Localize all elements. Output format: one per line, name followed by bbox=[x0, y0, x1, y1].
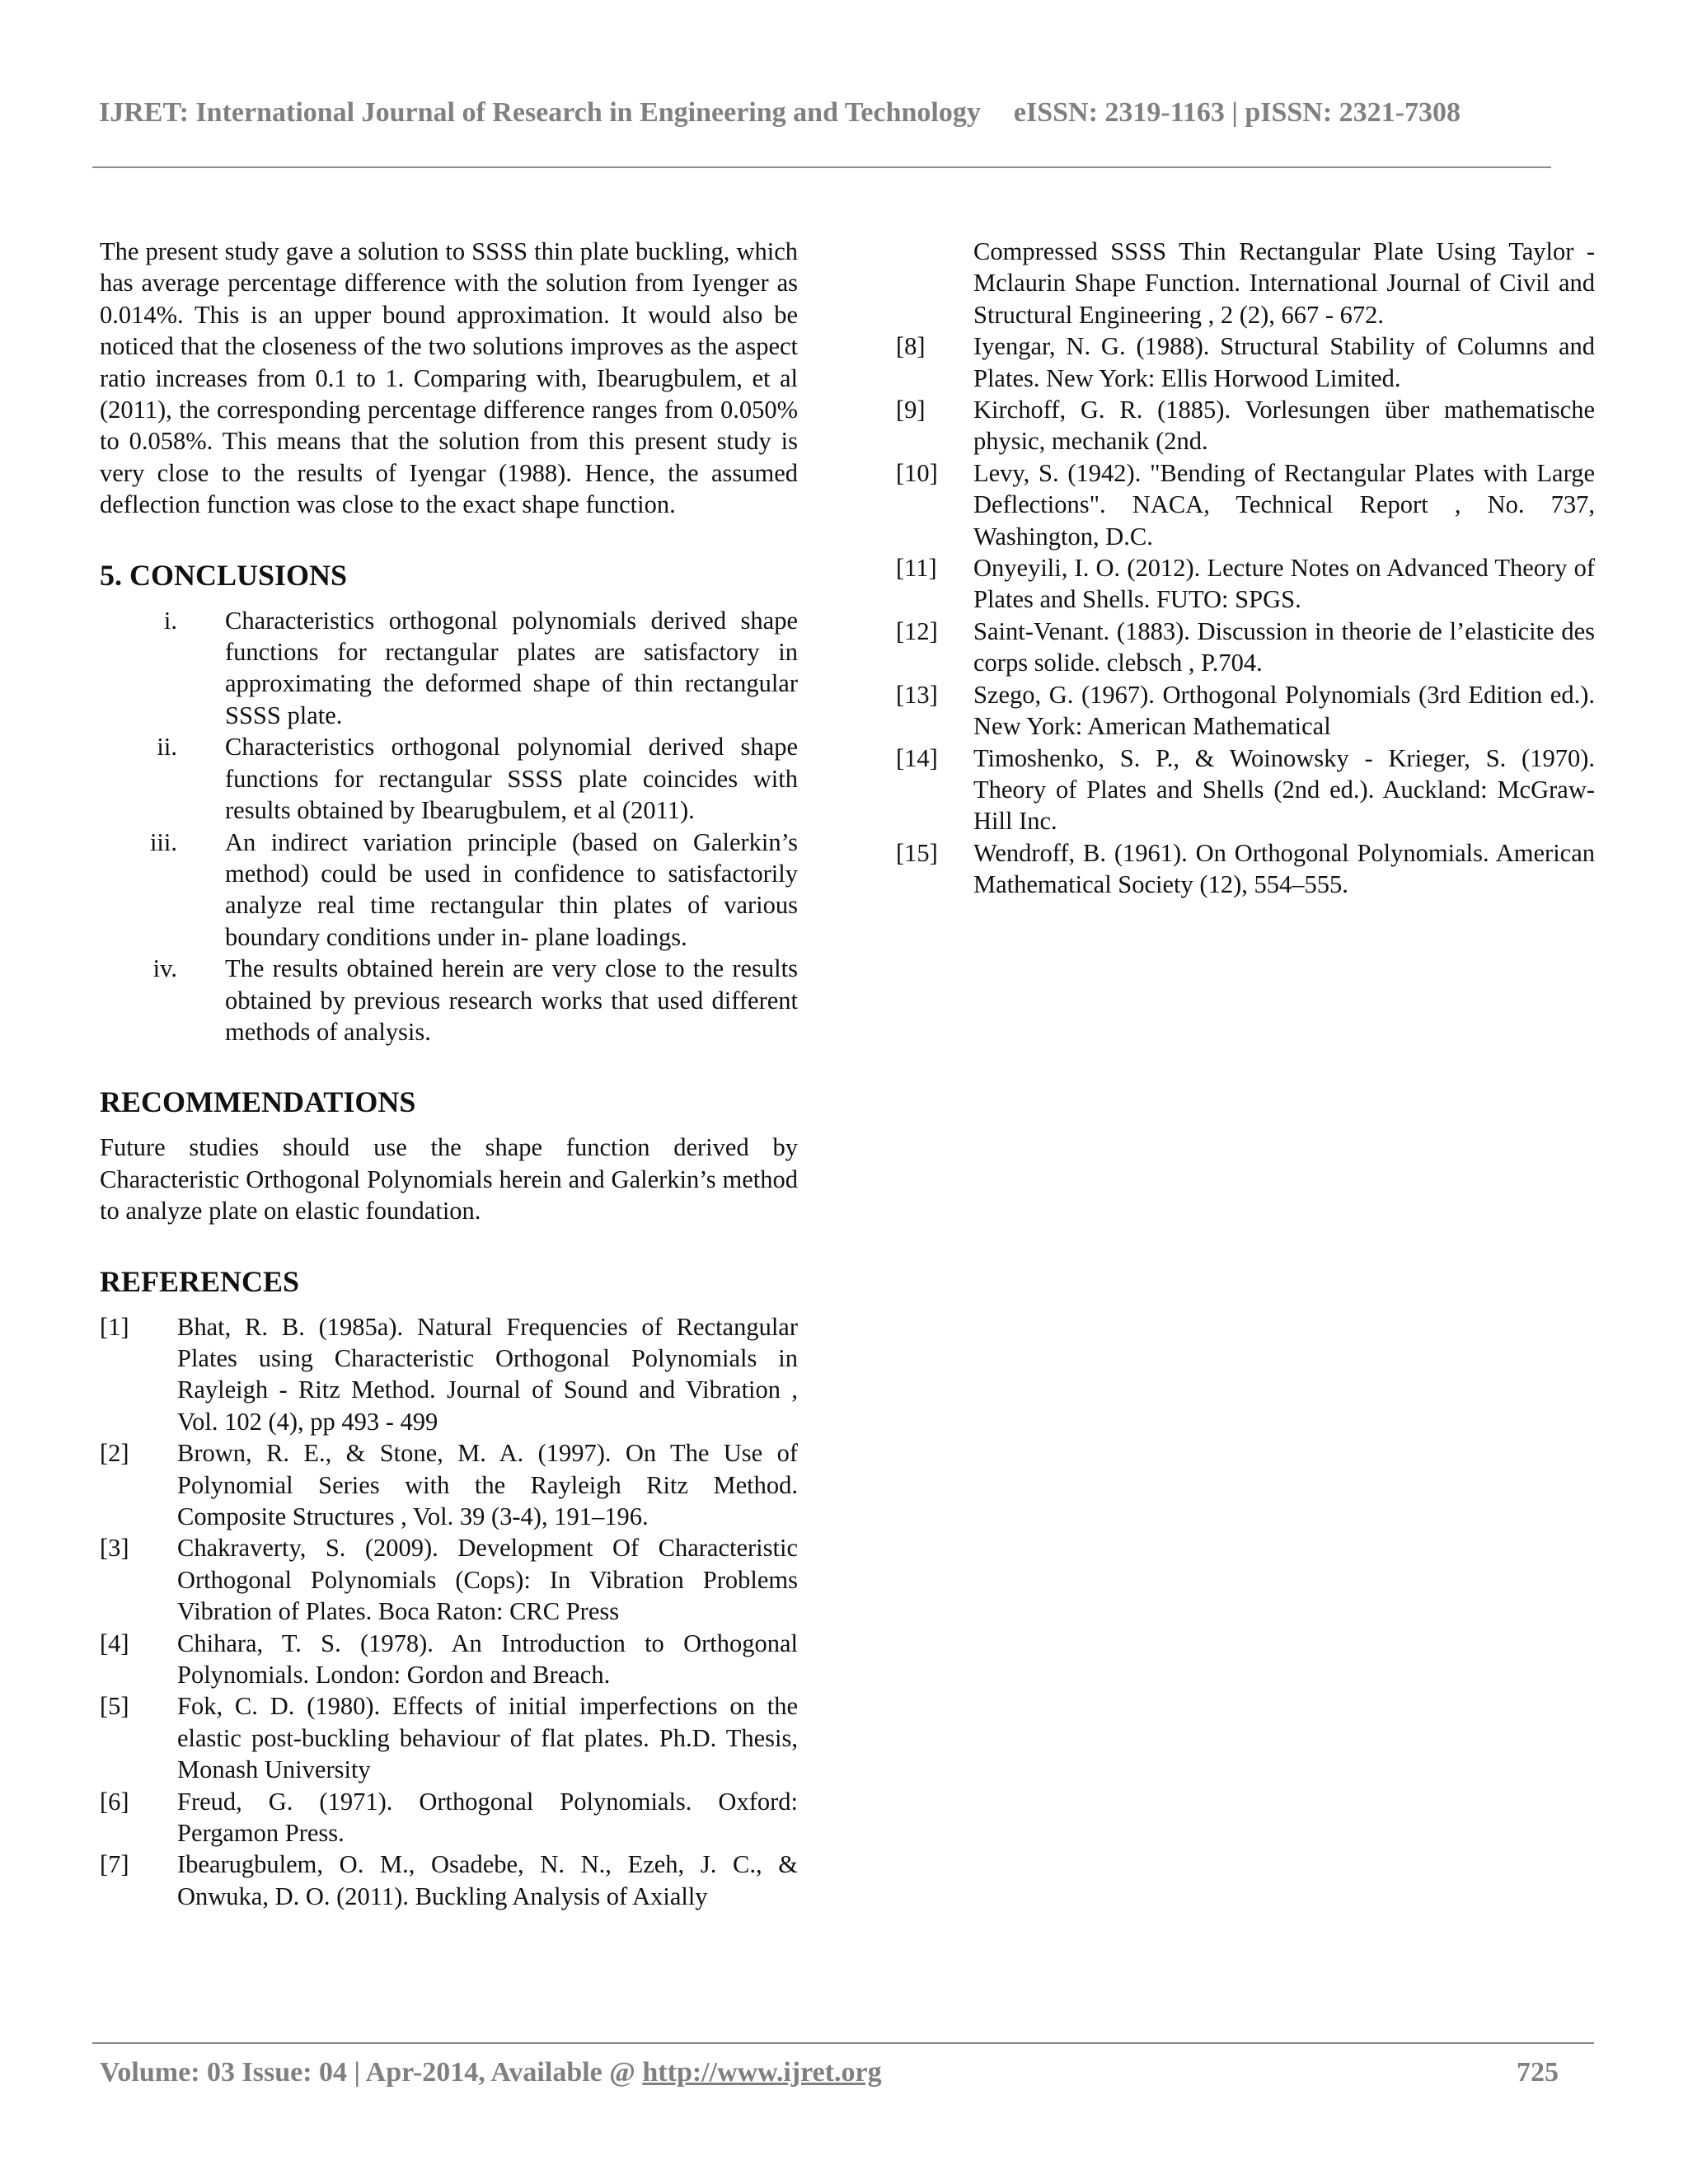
reference-text: Wendroff, B. (1961). On Orthogonal Polynomials. American Mathematical Society (12), 554–555. bbox=[973, 838, 1595, 899]
reference-number: [5] bbox=[100, 1692, 129, 1721]
reference-number: [13] bbox=[896, 680, 938, 709]
reference-number: [3] bbox=[100, 1534, 129, 1563]
reference-item bbox=[896, 330, 1595, 394]
conclusions-heading: 5. CONCLUSIONS bbox=[100, 558, 348, 592]
page-number: 725 bbox=[1517, 2057, 1559, 2088]
list-item-text: Characteristics orthogonal polynomials derived shape functions for rectangular plates are satisfactory in approximating the deformed shape of thin rectangular SSSS plate. bbox=[225, 606, 798, 729]
reference-item bbox=[100, 1690, 798, 1785]
list-item bbox=[100, 731, 798, 826]
reference-item bbox=[896, 743, 1595, 837]
reference-number: [4] bbox=[100, 1629, 129, 1657]
left-column bbox=[100, 236, 798, 1912]
running-header bbox=[99, 97, 1550, 129]
reference-text-continued: Compressed SSSS Thin Rectangular Plate Using Taylor - Mclaurin Shape Function. International Journal of Civil and Structural Engineering , 2 (2), 667 - 672. bbox=[973, 237, 1595, 329]
reference-text: Chakraverty, S. (2009). Development Of Characteristic Orthogonal Polynomials (Cops): In Vibration Problems Vibration of Plates. Boca Raton: CRC Press bbox=[177, 1534, 798, 1626]
reference-item bbox=[100, 1437, 798, 1532]
issn-info: eISSN: 2319-1163 | pISSN: 2321-7308 bbox=[1013, 97, 1461, 128]
reference-number: [2] bbox=[100, 1439, 129, 1468]
reference-item bbox=[100, 1311, 798, 1438]
journal-title: IJRET: International Journal of Research in Engineering and Technology bbox=[99, 97, 981, 128]
reference-number: [14] bbox=[896, 743, 938, 772]
reference-text: Ibearugbulem, O. M., Osadebe, N. N., Ezeh, J. C., & Onwuka, D. O. (2011). Buckling Analysis of Axially bbox=[177, 1850, 798, 1910]
right-column bbox=[896, 236, 1595, 901]
reference-number: [12] bbox=[896, 616, 938, 645]
reference-text: Fok, C. D. (1980). Effects of initial imperfections on the elastic post-buckling behaviour of flat plates. Ph.D. Thesis, Monash University bbox=[177, 1692, 798, 1784]
reference-text: Freud, G. (1971). Orthogonal Polynomials. Oxford: Pergamon Press. bbox=[177, 1787, 798, 1848]
reference-text: Szego, G. (1967). Orthogonal Polynomials (3rd Edition ed.). New York: American Mathematical bbox=[973, 680, 1595, 741]
reference-text: Timoshenko, S. P., & Woinowsky - Krieger, S. (1970). Theory of Plates and Shells (2nd ed.). Auckland: McGraw-Hill Inc. bbox=[973, 743, 1595, 836]
references-heading: REFERENCES bbox=[100, 1264, 300, 1298]
reference-number: [7] bbox=[100, 1850, 129, 1879]
reference-item bbox=[100, 1849, 798, 1912]
intro-paragraph: The present study gave a solution to SSSS thin plate buckling, which has average percentage difference with the solution from Iyenger as 0.014%. This is an upper bound approximation. It would also be noticed that the closeness of the two solutions improves as the aspect ratio increases from 0.1 to 1. Comparing with, Ibearugbulem, et al (2011), the corresponding percentage difference ranges from 0.050% to 0.058%. This means that the solution from this present study is very close to the results of Iyengar (1988). Hence, the assumed deflection function was close to the exact shape function. bbox=[100, 237, 798, 519]
reference-item bbox=[896, 457, 1595, 552]
list-item-number: iv. bbox=[152, 954, 177, 983]
reference-text: Iyengar, N. G. (1988). Structural Stability of Columns and Plates. New York: Ellis Horwood Limited. bbox=[973, 332, 1595, 392]
running-footer bbox=[100, 2057, 882, 2088]
list-item-text: An indirect variation principle (based on Galerkin’s method) could be used in confidence to satisfactorily analyze real time rectangular thin plates of various boundary conditions under in- plane loadings. bbox=[225, 827, 798, 951]
reference-item bbox=[896, 552, 1595, 616]
list-item-text: Characteristics orthogonal polynomial derived shape functions for rectangular SSSS plate coincides with results obtained by Ibearugbulem, et al (2011). bbox=[225, 733, 798, 825]
header-divider bbox=[92, 166, 1551, 168]
reference-number: [9] bbox=[896, 396, 926, 424]
reference-text: Brown, R. E., & Stone, M. A. (1997). On The Use of Polynomial Series with the Rayleigh Ritz Method. Composite Structures , Vol. 39 (3-4), 191–196. bbox=[177, 1439, 798, 1530]
journal-link[interactable]: http://www.ijret.org bbox=[642, 2057, 882, 2088]
reference-text: Onyeyili, I. O. (2012). Lecture Notes on Advanced Theory of Plates and Shells. FUTO: SPGS. bbox=[973, 554, 1595, 614]
footer-divider bbox=[92, 2042, 1594, 2044]
reference-text: Bhat, R. B. (1985a). Natural Frequencies of Rectangular Plates using Characteristic Orthogonal Polynomials in Rayleigh - Ritz Method. Journal of Sound and Vibration , Vol. 102 (4), pp 493 - 499 bbox=[177, 1312, 798, 1436]
reference-item bbox=[896, 837, 1595, 901]
list-item-number: iii. bbox=[149, 827, 177, 856]
reference-item bbox=[100, 1628, 798, 1691]
reference-item bbox=[896, 616, 1595, 679]
reference-item bbox=[896, 679, 1595, 743]
reference-number: [11] bbox=[896, 554, 937, 583]
reference-number: [6] bbox=[100, 1787, 129, 1816]
list-item-text: The results obtained herein are very close to the results obtained by previous research works that used different methods of analysis. bbox=[225, 954, 798, 1046]
references-list-continued bbox=[896, 330, 1595, 900]
list-item bbox=[100, 953, 798, 1047]
conclusions-list bbox=[100, 605, 798, 1048]
recommendations-heading: RECOMMENDATIONS bbox=[100, 1085, 416, 1119]
reference-text: Chihara, T. S. (1978). An Introduction to Orthogonal Polynomials. London: Gordon and Breach. bbox=[177, 1629, 798, 1690]
reference-item bbox=[896, 394, 1595, 457]
references-list bbox=[100, 1311, 798, 1913]
reference-number: [15] bbox=[896, 838, 938, 867]
reference-number: [8] bbox=[896, 332, 926, 361]
reference-item bbox=[100, 1786, 798, 1849]
reference-item bbox=[100, 1532, 798, 1627]
list-item-number: ii. bbox=[157, 733, 177, 762]
reference-number: [10] bbox=[896, 458, 938, 487]
reference-text: Saint-Venant. (1883). Discussion in theorie de l’elasticite des corps solide. clebsch , P.704. bbox=[973, 616, 1595, 677]
reference-text: Kirchoff, G. R. (1885). Vorlesungen über mathematische physic, mechanik (2nd. bbox=[973, 396, 1595, 456]
list-item-number: i. bbox=[163, 606, 177, 635]
list-item bbox=[100, 827, 798, 954]
recommendations-paragraph: Future studies should use the shape function derived by Characteristic Orthogonal Polynomials herein and Galerkin’s method to analyze plate on elastic foundation. bbox=[100, 1133, 798, 1226]
volume-info: Volume: 03 Issue: 04 | Apr-2014, Available @ bbox=[100, 2057, 643, 2088]
reference-number: [1] bbox=[100, 1312, 129, 1341]
reference-text: Levy, S. (1942). "Bending of Rectangular Plates with Large Deflections". NACA, Technical Report , No. 737, Washington, D.C. bbox=[973, 458, 1595, 551]
list-item bbox=[100, 605, 798, 732]
